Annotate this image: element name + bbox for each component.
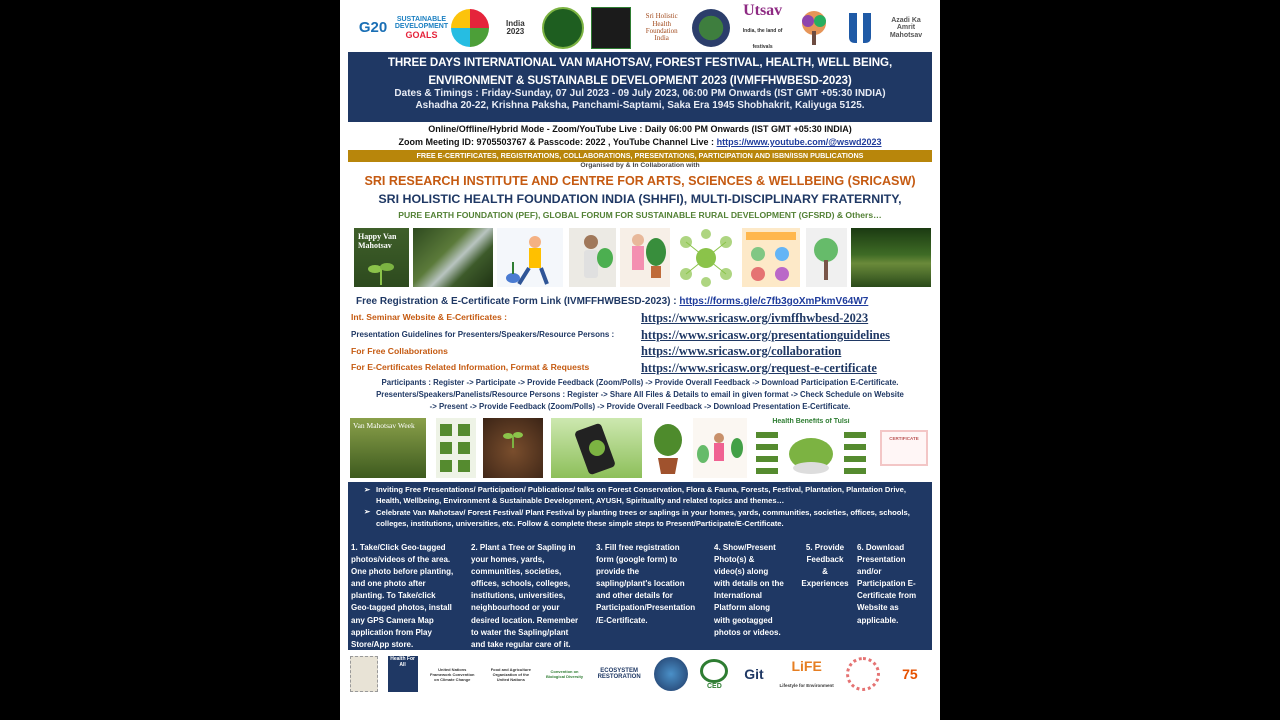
blue-globe-logo: [654, 657, 688, 691]
step-3: [596, 542, 710, 627]
utsav-logo: Utsav India, the land of festivals: [742, 1, 783, 51]
title-line1: THREE DAYS INTERNATIONAL VAN MAHOTSAV, FOREST FESTIVAL, HEALTH, WELL BEING,: [387, 56, 893, 69]
azadi-logo: Azadi Ka Amrit Mahotsav: [889, 16, 923, 39]
watering-plants-image: [620, 228, 670, 287]
step-line: your homes, yards,: [471, 555, 545, 565]
step-line: 3. Fill free registration: [596, 543, 680, 552]
website-label: Int. Seminar Website & E-Certificates :: [351, 312, 508, 322]
organiser-shhfi: SRI HOLISTIC HEALTH FOUNDATION INDIA (SHHFI), MULTI-DISCIPLINARY FRATERNITY,: [378, 192, 902, 206]
step-line: Geo-tagged photos, install: [351, 603, 452, 613]
step-line: and/or: [857, 567, 882, 577]
step-line: communities, societies,: [471, 567, 562, 577]
step-line: 2. Plant a Tree or Sapling in: [471, 543, 576, 552]
collaboration-label: For Free Collaborations: [351, 346, 448, 356]
steps-block: [348, 536, 932, 650]
organiser-sricasw: SRI RESEARCH INSTITUTE AND CENTRE FOR ARTS, SCIENCES & WELLBEING (SRICASW): [364, 174, 916, 188]
75-logo: 75: [902, 666, 918, 682]
step-line: and other details for: [596, 591, 673, 601]
bottom-logo-row: [350, 652, 930, 696]
mode-line: Online/Offline/Hybrid Mode - Zoom/YouTube Live : Daily 06:00 PM Onwards (IST GMT +05:30 INDIA): [428, 124, 852, 134]
g20-logo: G20: [358, 19, 388, 37]
step-line: Platform along: [714, 603, 771, 613]
celebrate-text: Celebrate Van Mahotsav/ Forest Festival/ Plant Festival by planting trees or saplings in your homes, yards, communities, societies, offices, schools, colleges, institutions, universities, etc. Follow & complete these simple steps to Present/Participate/E-Certificate.: [376, 508, 910, 529]
guidelines-link[interactable]: https://www.sricasw.org/presentationguidelines: [641, 328, 890, 342]
step-line: 5. Provide: [805, 543, 845, 552]
ecertificate-label: For E-Certificates Related Information, Format & Requests: [351, 362, 590, 372]
earth-foundation-logo: [692, 9, 730, 47]
step-line: desired location. Remember: [471, 615, 579, 625]
ced-logo: CED: [697, 659, 731, 690]
step-line: Experiences: [801, 579, 849, 589]
title-line2: ENVIRONMENT & SUSTAINABLE DEVELOPMENT 2023 (IVMFFHWBESD-2023): [428, 74, 852, 87]
step-line: and one photo after: [351, 579, 426, 589]
organised-by-text: Organised by & In Collaboration with: [580, 162, 700, 169]
bullet-icon: ➢: [364, 485, 371, 494]
bullet-icon: ➢: [364, 507, 371, 516]
health-circle-logo: [451, 9, 489, 47]
git-logo: Git: [744, 666, 764, 682]
step-line: Store/App store.: [351, 639, 414, 649]
guidelines-label: Presentation Guidelines for Presenters/Speakers/Resource Persons :: [351, 330, 615, 339]
step-line: photos or videos.: [714, 627, 781, 637]
top-logo-row: [354, 1, 926, 51]
step-line: photos/videos of the area.: [351, 555, 451, 565]
fao-logo: Food and Agriculture Organization of the United Nations: [490, 666, 532, 682]
event-title-block: [348, 52, 932, 122]
youtube-link[interactable]: https://www.youtube.com/@wswd2023: [716, 137, 882, 147]
step-line: any GPS Camera Map: [351, 615, 434, 625]
presenters-flow-cont: -> Present -> Provide Feedback (Zoom/Polls) -> Provide Overall Feedback -> Download Presentation E-Certificate.: [429, 402, 851, 411]
life-logo: LiFE Lifestyle for Environment: [779, 658, 834, 688]
waterfall-forest-image: [413, 228, 493, 287]
step-line: institutions, universities,: [471, 591, 566, 601]
step-line: Participation/Presentation: [596, 603, 696, 613]
step-2: [471, 542, 591, 651]
step-line: with details on the: [714, 579, 784, 589]
zoom-line: [348, 137, 932, 147]
step-5: [800, 542, 850, 590]
certificate-image: CERTIFICATE: [880, 430, 928, 466]
free-certificates-bar: FREE E-CERTIFICATES, REGISTRATIONS, COLLABORATIONS, PRESENTATIONS, PARTICIPATION AND ISBN/ISSN PUBLICATIONS: [348, 150, 932, 162]
ecertificate-link[interactable]: https://www.sricasw.org/request-e-certificate: [641, 361, 877, 375]
step-line: offices, schools, colleges,: [471, 579, 571, 589]
tulsi-benefits-image: Health Benefits of Tulsi: [754, 418, 868, 478]
sdg-logo: SUSTAINABLE DEVELOPMENT GOALS: [394, 15, 449, 40]
step-line: Photo(s) &: [714, 555, 755, 565]
shhfi-logo: Sri Holistic Health Foundation India: [645, 12, 678, 43]
step-line: Feedback: [806, 555, 844, 565]
step-line: /E-Certificate.: [596, 615, 648, 625]
step-line: and take regular care of it.: [471, 639, 571, 649]
step-line: form (google form) to: [596, 555, 678, 565]
step-1: [351, 542, 467, 651]
tree-diagram-image: [674, 228, 738, 287]
organiser-others: PURE EARTH FOUNDATION (PEF), GLOBAL FORUM FOR SUSTAINABLE RURAL DEVELOPMENT (GFSRD) & Others…: [398, 210, 882, 220]
website-link[interactable]: https://www.sricasw.org/ivmffhwbesd-2023: [641, 311, 869, 325]
dark-badge-logo: [591, 7, 631, 49]
presenters-flow: Presenters/Speakers/Panelists/Resource Persons : Register -> Share All Files & Details to email in given format -> Check Schedule on Website: [376, 390, 904, 399]
ecosystem-restoration-logo: ECOSYSTEM RESTORATION: [597, 668, 641, 680]
unfccc-logo: United Nations Framework Convention on Climate Change: [430, 666, 475, 682]
step-line: &: [822, 567, 828, 577]
zoom-text: Zoom Meeting ID: 9705503767 & Passcode: 2022 , YouTube Channel Live :: [398, 137, 715, 147]
step-line: 1. Take/Click Geo-tagged: [351, 543, 446, 552]
step-line: neighbourhood or your: [471, 603, 560, 613]
registration-line: [356, 296, 868, 307]
step-line: Website as: [857, 603, 899, 613]
biodiversity-logo: Convention on Biological Diversity: [545, 669, 584, 679]
registration-form-link[interactable]: https://forms.gle/c7fb3goXmPkmV64W7: [679, 296, 869, 307]
invitation-block: [348, 482, 932, 536]
tree-logo: [795, 8, 833, 48]
hands-soil-image: [483, 418, 543, 478]
step-line: One photo before planting,: [351, 567, 454, 577]
step-line: planting. To Take/click: [351, 591, 436, 601]
step-line: application from Play: [351, 627, 432, 637]
planting-illustration-image: [497, 228, 563, 287]
step-line: sapling/plant's location: [596, 579, 685, 589]
happy-van-mahotsav-image: Happy Van Mahotsav: [354, 228, 409, 287]
mangrove-forest-image: [851, 228, 931, 287]
woman-plant-image: [569, 228, 616, 287]
hands-logo: [841, 8, 879, 48]
potted-tulsi-image: [648, 418, 688, 478]
stamp-logo: [350, 656, 378, 692]
dates-line: Dates & Timings : Friday-Sunday, 07 Jul 2023 - 09 July 2023, 06:00 PM Onwards (IST GMT +05:30 INDIA): [394, 88, 886, 99]
poster: [340, 0, 940, 720]
india-2023-logo: India 2023: [506, 18, 525, 36]
registration-label: Free Registration & E-Certificate Form Link (IVMFFHWBESD-2023) :: [356, 296, 677, 307]
step-line: 6. Download: [857, 543, 905, 552]
invitation-text: Inviting Free Presentations/ Participation/ Publications/ talks on Forest Conservation, Flora & Fauna, Forests, Festival, Plantation, Plantation Drive, Health, Wellbeing, Environment & Sustainable Development, AYUSH, Spirituality and related topics and themes…: [376, 485, 906, 506]
step-line: Participation E-: [857, 579, 916, 589]
trees-chart-image: [436, 418, 476, 478]
round-seal-logo: [846, 657, 880, 691]
green-seal-logo: [542, 7, 584, 49]
infographic-image: [742, 228, 800, 287]
participants-flow: Participants : Register -> Participate -> Provide Feedback (Zoom/Polls) -> Provide Overall Feedback -> Download Participation E-Certificate.: [381, 378, 899, 387]
tree-chart-image: [806, 228, 847, 287]
step-4: [714, 542, 800, 639]
phone-plant-image: [551, 418, 642, 478]
calendar-line: Ashadha 20-22, Krishna Paksha, Panchami-Saptami, Saka Era 1945 Shobhakrit, Kaliyuga 5125.: [415, 100, 865, 111]
step-line: Presentation: [857, 555, 906, 565]
van-mahotsav-week-image: Van Mahotsav Week: [350, 418, 426, 478]
step-line: applicable.: [857, 615, 899, 625]
health-for-all-logo: Health For All: [388, 656, 418, 692]
step-line: Certificate from: [857, 591, 917, 601]
step-line: with geotagged: [714, 615, 773, 625]
step-6: [857, 542, 929, 627]
step-line: video(s) along: [714, 567, 769, 577]
step-line: provide the: [596, 567, 640, 577]
home-plants-image: [693, 418, 747, 478]
step-line: 4. Show/Present: [714, 543, 776, 552]
collaboration-link[interactable]: https://www.sricasw.org/collaboration: [641, 344, 842, 358]
step-line: International: [714, 591, 763, 601]
step-line: to water the Sapling/plant: [471, 627, 569, 637]
